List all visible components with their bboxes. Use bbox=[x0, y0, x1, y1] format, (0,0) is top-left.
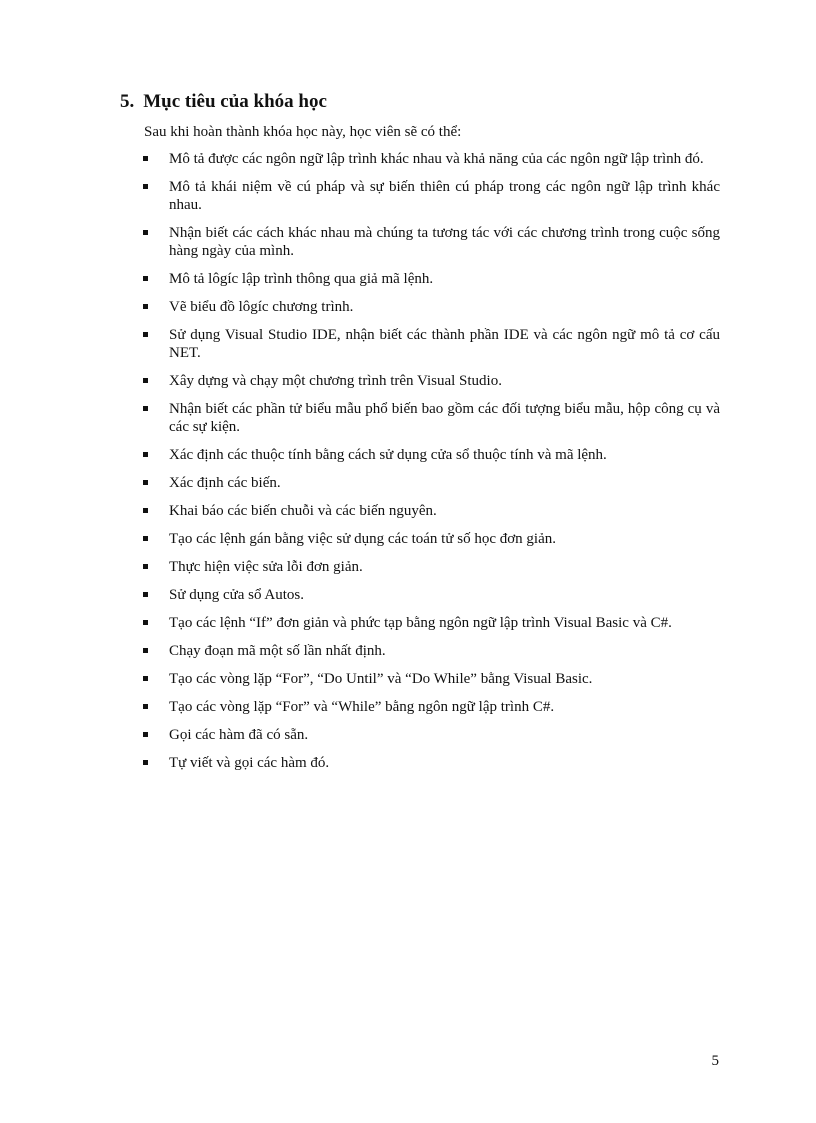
square-bullet-icon bbox=[143, 648, 148, 653]
list-item bbox=[140, 558, 720, 576]
square-bullet-icon bbox=[143, 760, 148, 765]
square-bullet-icon bbox=[143, 230, 148, 235]
square-bullet-icon bbox=[143, 184, 148, 189]
list-item-text: Chạy đoạn mã một số lần nhất định. bbox=[169, 643, 386, 659]
square-bullet-icon bbox=[143, 332, 148, 337]
list-item-text: Tự viết và gọi các hàm đó. bbox=[169, 755, 330, 771]
square-bullet-icon bbox=[143, 276, 148, 281]
list-item-text: Xác định các thuộc tính bằng cách sử dụng cửa sổ thuộc tính và mã lệnh. bbox=[169, 447, 607, 463]
list-item bbox=[140, 150, 720, 168]
square-bullet-icon bbox=[143, 452, 148, 457]
list-item bbox=[140, 270, 720, 288]
square-bullet-icon bbox=[143, 704, 148, 709]
list-item-text: Sử dụng cửa sổ Autos. bbox=[169, 587, 305, 603]
list-item bbox=[140, 372, 720, 390]
square-bullet-icon bbox=[143, 564, 148, 569]
list-item bbox=[140, 530, 720, 548]
list-item bbox=[140, 642, 720, 660]
square-bullet-icon bbox=[143, 620, 148, 625]
square-bullet-icon bbox=[143, 480, 148, 485]
list-item bbox=[140, 446, 720, 464]
square-bullet-icon bbox=[143, 304, 148, 309]
square-bullet-icon bbox=[143, 508, 148, 513]
list-item bbox=[140, 474, 720, 492]
list-item bbox=[140, 614, 720, 632]
list-item-text: Mô tả lôgíc lập trình thông qua giả mã lệnh. bbox=[169, 271, 434, 287]
list-item-text: Tạo các lệnh gán bằng việc sử dụng các toán tử số học đơn giản. bbox=[169, 531, 556, 547]
square-bullet-icon bbox=[143, 676, 148, 681]
list-item bbox=[140, 224, 720, 260]
objectives-list bbox=[140, 150, 720, 782]
square-bullet-icon bbox=[143, 536, 148, 541]
square-bullet-icon bbox=[143, 156, 148, 161]
list-item-text: Mô tả được các ngôn ngữ lập trình khác nhau và khả năng của các ngôn ngữ lập trình đó. bbox=[169, 151, 704, 167]
list-item bbox=[140, 698, 720, 716]
list-item bbox=[140, 326, 720, 362]
list-item-text: Vẽ biểu đồ lôgíc chương trình. bbox=[169, 299, 354, 315]
section-number: 5. bbox=[120, 91, 135, 112]
list-item bbox=[140, 400, 720, 436]
list-item bbox=[140, 178, 720, 214]
list-item bbox=[140, 726, 720, 744]
list-item-text: Mô tả khái niệm về cú pháp và sự biến thiên cú pháp trong các ngôn ngữ lập trình khác nhau. bbox=[169, 179, 720, 213]
square-bullet-icon bbox=[143, 406, 148, 411]
list-item-text: Sử dụng Visual Studio IDE, nhận biết các thành phần IDE và các ngôn ngữ mô tả cơ cấu NET. bbox=[169, 327, 720, 361]
list-item-text: Tạo các vòng lặp “For”, “Do Until” và “Do While” bằng Visual Basic. bbox=[169, 671, 593, 687]
list-item-text: Thực hiện việc sửa lỗi đơn giản. bbox=[169, 559, 363, 575]
list-item-text: Xây dựng và chạy một chương trình trên Visual Studio. bbox=[169, 373, 502, 389]
list-item bbox=[140, 502, 720, 520]
list-item bbox=[140, 586, 720, 604]
section-heading bbox=[120, 89, 327, 115]
list-item-text: Xác định các biến. bbox=[169, 475, 281, 491]
intro-text: Sau khi hoàn thành khóa học này, học viên sẽ có thể: bbox=[144, 124, 462, 140]
list-item bbox=[140, 298, 720, 316]
square-bullet-icon bbox=[143, 592, 148, 597]
list-item bbox=[140, 754, 720, 772]
list-item-text: Tạo các vòng lặp “For” và “While” bằng ngôn ngữ lập trình C#. bbox=[169, 699, 555, 715]
section-title: Mục tiêu của khóa học bbox=[143, 91, 327, 112]
square-bullet-icon bbox=[143, 378, 148, 383]
list-item-text: Nhận biết các cách khác nhau mà chúng ta tương tác với các chương trình trong cuộc sống hàng ngày của mình. bbox=[169, 225, 720, 259]
list-item bbox=[140, 670, 720, 688]
list-item-text: Tạo các lệnh “If” đơn giản và phức tạp bằng ngôn ngữ lập trình Visual Basic và C#. bbox=[169, 615, 672, 631]
page-number: 5 bbox=[711, 1053, 719, 1069]
list-item-text: Gọi các hàm đã có sẵn. bbox=[169, 727, 309, 743]
square-bullet-icon bbox=[143, 732, 148, 737]
list-item-text: Nhận biết các phần tử biểu mẫu phổ biến bao gồm các đối tượng biểu mẫu, hộp công cụ và các sự kiện. bbox=[169, 401, 720, 435]
list-item-text: Khai báo các biến chuỗi và các biến nguyên. bbox=[169, 503, 437, 519]
